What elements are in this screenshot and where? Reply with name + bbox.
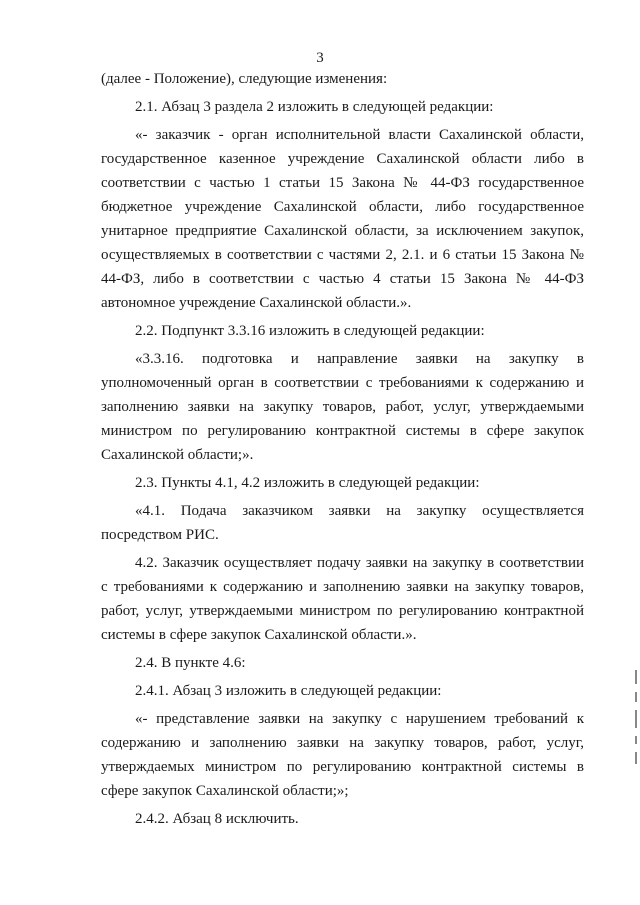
scan-edge-marks xyxy=(635,670,638,770)
document-body xyxy=(101,67,584,831)
paragraph-4-1-quote: «4.1. Подача заказчиком заявки на закупку осуществляется посредством РИС. xyxy=(101,503,584,543)
paragraph-2-2-quote: «3.3.16. подготовка и направление заявки на закупку в уполномоченный орган в соответствии с требованиями к содержанию и заполнению заявки на закупку товаров, работ, услуг, утверждаемыми министром по регулированию контрактной системы в сфере закупок Сахалинской области;». xyxy=(101,351,584,463)
paragraph-4-2-quote: 4.2. Заказчик осуществляет подачу заявки на закупку в соответствии с требованиями к содержанию и заполнению заявки на закупку товаров, работ, услуг, утверждаемыми министром по регулированию контрактной системы в сфере закупок Сахалинской области.». xyxy=(101,555,584,643)
paragraph-2-1-heading: 2.1. Абзац 3 раздела 2 изложить в следующей редакции: xyxy=(135,99,494,115)
paragraph-2-4-2: 2.4.2. Абзац 8 исключить. xyxy=(135,811,299,827)
paragraph-2-4-1-heading: 2.4.1. Абзац 3 изложить в следующей редакции: xyxy=(135,683,442,699)
paragraph-2-2-heading: 2.2. Подпункт 3.3.16 изложить в следующей редакции: xyxy=(135,323,485,339)
paragraph-2-4-heading: 2.4. В пункте 4.6: xyxy=(135,655,246,671)
paragraph-continuation: (далее - Положение), следующие изменения: xyxy=(101,71,388,87)
page-number: 3 xyxy=(316,50,324,66)
paragraph-2-1-quote: «- заказчик - орган исполнительной власти Сахалинской области, государственное казенное учреждение Сахалинской области либо в соответствии с частью 1 статьи 15 Закона № 44-ФЗ государственное бюджетное учреждение Сахалинской области, либо государственное унитарное предприятие Сахалинской области, за исключением закупок, осуществляемых в соответствии с частями 2, 2.1. и 6 статьи 15 Закона № 44-ФЗ, либо в соответствии с частью 4 статьи 15 Закона № 44-ФЗ автономное учреждение Сахалинской области.». xyxy=(101,127,584,311)
paragraph-2-4-1-quote: «- представление заявки на закупку с нарушением требований к содержанию и заполнению заявки на закупку товаров, работ, услуг, утверждаемых министром по регулированию контрактной системы в сфере закупок Сахалинской области;»; xyxy=(101,711,584,799)
paragraph-2-3-heading: 2.3. Пункты 4.1, 4.2 изложить в следующей редакции: xyxy=(135,475,480,491)
